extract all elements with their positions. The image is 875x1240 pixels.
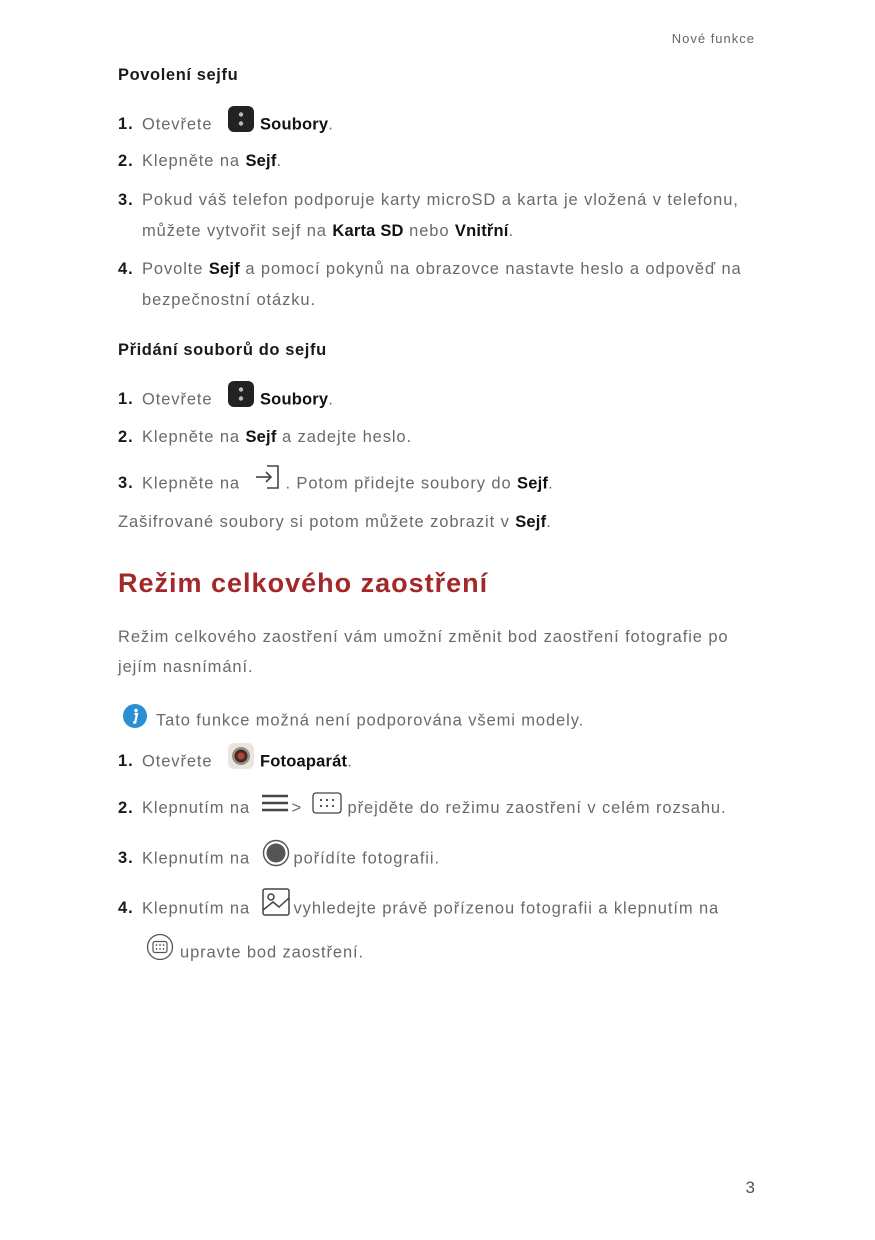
page-number: 3 [745,1178,755,1197]
step-continuation: bezpečnostní otázku. [142,291,316,309]
step-text: Otevřete [142,390,213,409]
step-item [118,258,742,280]
step-item [118,387,334,413]
app-name-files: Soubory [259,115,329,134]
step-number: 2. [118,152,134,170]
step-continuation [146,939,364,967]
step-text: vyhledejte právě pořízenou fotografii a klepnutím na [293,899,720,918]
step-item [118,845,440,873]
step-item [118,472,554,496]
ui-term-sd-card: Karta SD [332,222,404,240]
step-text: Pokud váš telefon podporuje karty microSD a karta je vložená v telefonu, [142,191,739,209]
intro-text: Režim celkového zaostření vám umožní změnit bod zaostření fotografie po [118,628,729,646]
step-item [118,150,282,172]
ui-term-safe: Sejf [517,474,549,493]
menu-icon [262,793,288,819]
info-icon [122,703,148,735]
ui-term-safe: Sejf [515,513,547,531]
step-text: Klepnutím na [142,799,251,817]
info-note-text: Tato funkce možná není podporována všemi modely. [156,711,585,730]
step-number: 3. [118,474,134,493]
note-body: . [546,513,552,531]
step-text: . [347,752,353,771]
step-number: 4. [118,260,134,278]
section-title-enable-safe: Povolení sejfu [118,66,239,84]
step-number: 1. [118,115,134,134]
ui-term-safe: Sejf [245,152,277,170]
page-header-section: Nové funkce [671,31,755,46]
step-number: 2. [118,799,134,817]
all-focus-mode-icon [312,792,342,820]
step-text: . Potom přidejte soubory do [285,474,518,493]
files-app-icon [228,106,254,138]
app-name-camera: Fotoaparát [259,752,348,771]
files-app-icon [228,381,254,413]
section-title-add-files: Přidání souborů do sejfu [118,341,327,359]
step-text: Klepněte na [142,152,246,170]
step-text: . [276,152,283,170]
gallery-thumbnail-icon [262,888,290,922]
step-text: Klepněte na [142,428,246,446]
step-item [118,112,334,138]
note-text [118,511,552,533]
step-item [118,749,353,775]
step-item [118,426,412,448]
step-text: . [508,222,515,240]
shutter-icon [262,839,290,873]
ui-term-internal: Vnitřní [454,222,509,240]
step-text: Povolte [142,260,209,278]
step-number: 4. [118,899,134,918]
step-text: . [328,115,334,134]
step-number: 1. [118,752,134,771]
separator-gt: > [291,799,303,817]
ui-term-safe: Sejf [208,260,240,278]
step-text: můžete vytvořit sejf na [142,222,333,240]
intro-text: jejím nasnímání. [118,658,254,676]
move-into-safe-icon [253,464,281,496]
step-number: 3. [118,191,134,209]
step-item [118,797,726,820]
camera-app-icon [228,743,254,775]
step-text: pořídíte fotografii. [293,849,440,868]
info-note [122,707,584,735]
step-text: Klepnutím na [142,899,251,918]
step-number: 1. [118,390,134,409]
note-body: Zašifrované soubory si potom můžete zobrazit v [118,513,516,531]
step-text: Klepněte na [142,474,240,493]
step-item [118,896,719,922]
step-text: nebo [403,222,455,240]
step-text: . [548,474,554,493]
ui-term-safe: Sejf [245,428,277,446]
step-text: a zadejte heslo. [276,428,412,446]
step-number: 2. [118,428,134,446]
step-text: Otevřete [142,752,213,771]
step-text: přejděte do režimu zaostření v celém rozsahu. [347,799,727,817]
step-text: Otevřete [142,115,213,134]
step-continuation [142,220,514,242]
step-number: 3. [118,849,134,868]
app-name-files: Soubory [259,390,329,409]
step-text: upravte bod zaostření. [180,943,364,962]
step-item [118,189,739,211]
section-title-all-focus: Režim celkového zaostření [118,568,489,598]
step-text: . [328,390,334,409]
refocus-icon [146,933,174,967]
step-text: a pomocí pokynů na obrazovce nastavte heslo a odpověď na [239,260,742,278]
step-text: Klepnutím na [142,849,251,868]
